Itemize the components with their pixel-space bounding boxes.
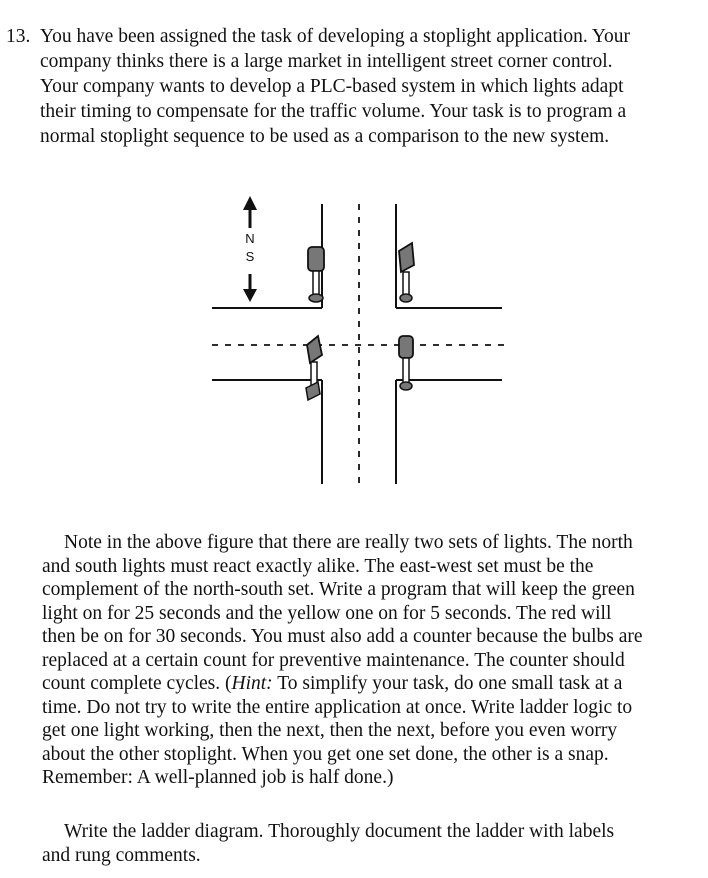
paragraph-line: about the other stoplight. When you get one set done, the other is a snap. bbox=[42, 743, 609, 765]
paragraph-line: and rung comments. bbox=[42, 844, 201, 866]
paragraph-line: Note in the above figure that there are really two sets of lights. The north bbox=[64, 532, 633, 553]
instruction-paragraph bbox=[42, 531, 708, 790]
paragraph-line: replaced at a certain count for preventive maintenance. The counter should bbox=[42, 649, 625, 671]
paragraph-line: Write the ladder diagram. Thoroughly document the ladder with labels bbox=[64, 821, 615, 842]
question-line: company thinks there is a large market in intelligent street corner control. bbox=[40, 51, 613, 72]
line-text: count complete cycles. ( bbox=[42, 673, 232, 694]
task-paragraph bbox=[42, 820, 708, 867]
intersection-figure bbox=[200, 190, 510, 490]
stoplight-sw-icon bbox=[306, 336, 322, 400]
paragraph-line: Remember: A well-planned job is half done.) bbox=[42, 767, 394, 788]
paragraph-line: then be on for 30 seconds. You must also add a counter because the bulbs are bbox=[42, 626, 643, 647]
paragraph-line: complement of the north-south set. Write a program that will keep the green bbox=[42, 579, 635, 600]
question-line: You have been assigned the task of developing a stoplight application. Your bbox=[40, 26, 630, 47]
question-line: their timing to compensate for the traffic volume. Your task is to program a bbox=[40, 101, 627, 122]
compass-south-label: S bbox=[245, 249, 255, 264]
question-line: Your company wants to develop a PLC-based system in which lights adapt bbox=[40, 76, 624, 97]
line-text: To simplify your task, do one small task at a bbox=[272, 673, 623, 694]
compass-north-label: N bbox=[245, 231, 255, 246]
paragraph-line: get one light working, then the next, then the next, before you even worry bbox=[42, 720, 618, 741]
intersection-diagram bbox=[200, 190, 510, 490]
stoplight-se-icon bbox=[399, 336, 413, 390]
paragraph-line: time. Do not try to write the entire application at once. Write ladder logic to bbox=[42, 696, 633, 718]
paragraph-line: light on for 25 seconds and the yellow one on for 5 seconds. The red will bbox=[42, 602, 612, 624]
hint-label: Hint: bbox=[231, 673, 273, 694]
paragraph-line bbox=[42, 672, 708, 696]
stoplight-ne-icon bbox=[399, 243, 414, 302]
question-text bbox=[40, 24, 708, 149]
question-number: 13. bbox=[6, 26, 31, 47]
question-line: normal stoplight sequence to be used as a comparison to the new system. bbox=[40, 126, 610, 147]
paragraph-line: and south lights must react exactly alike. The east-west set must be the bbox=[42, 555, 594, 577]
